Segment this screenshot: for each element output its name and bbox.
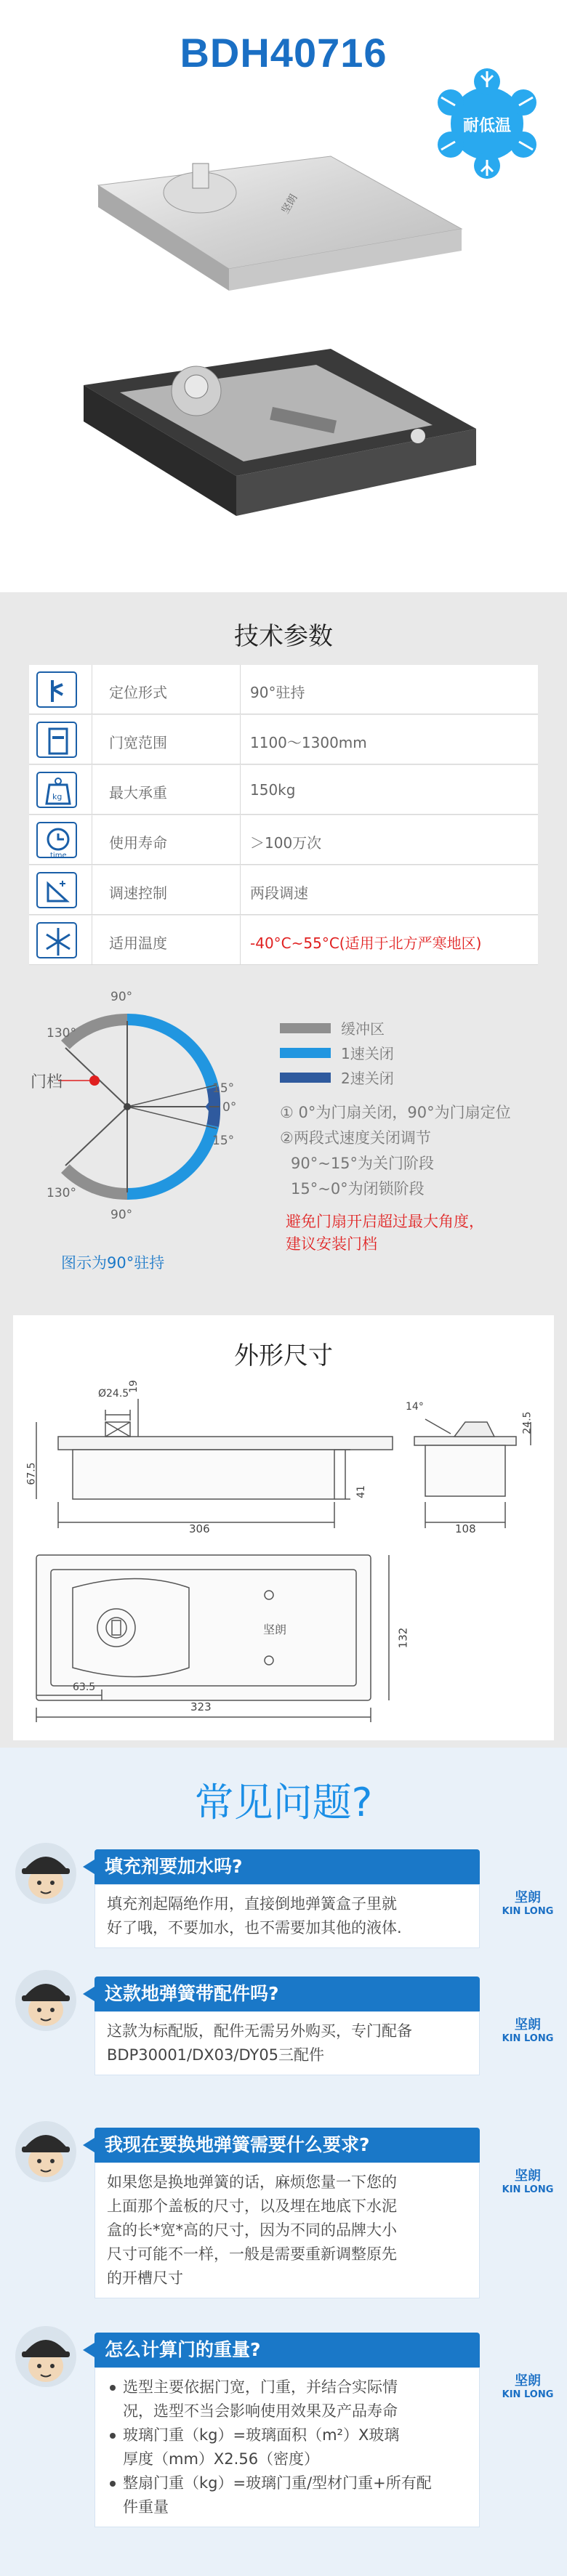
param-row [29, 815, 538, 865]
dim-306-label: 306 [189, 1522, 210, 1535]
param-row [29, 765, 538, 815]
brand-cn: 坚朗 [515, 2168, 541, 2184]
faq-question: 我现在要换地弹簧需要什么要求? [94, 2128, 480, 2163]
angle-130-bottom-label: 130° [47, 1186, 76, 1200]
kinlong-logo [499, 1887, 557, 1917]
svg-text:kg: kg [52, 792, 63, 802]
door-stop-label: 门档 [31, 1073, 63, 1091]
angle-15-bottom-label: 15° [212, 1134, 235, 1148]
dim-14deg-label: 14° [406, 1401, 424, 1413]
weight-icon [36, 772, 77, 808]
brand-en: KIN LONG [502, 2033, 554, 2044]
param-value: 150kg [250, 781, 296, 799]
kinlong-logo [499, 2014, 557, 2044]
answer-line: BDP30001/DX03/DY05三配件 [107, 2046, 325, 2064]
answer-line: 填充剂起隔绝作用，直接倒地弹簧盒子里就 [107, 1895, 397, 1913]
answer-line: 件重量 [123, 2498, 169, 2516]
dim-323-label: 323 [190, 1700, 212, 1713]
brand-cn: 坚朗 [515, 2017, 541, 2032]
answer-line: 选型主要依据门宽，门重，并结合实际情 [107, 2375, 467, 2399]
dim-19-label: 19 [127, 1380, 140, 1393]
angle-90-top-label: 90° [110, 990, 133, 1004]
legend-swatch [280, 1073, 331, 1083]
warning-line-2: 建议安装门档 [286, 1235, 377, 1253]
param-label: 定位形式 [109, 684, 167, 701]
svg-text:time: time [50, 852, 67, 860]
legend-item [280, 1017, 385, 1038]
legend-label: 1速关闭 [341, 1045, 394, 1062]
note-1: ① 0°为门扇关闭，90°为门扇定位 [280, 1104, 511, 1121]
faq-answer [94, 2163, 480, 2298]
row-divider [240, 715, 241, 764]
param-value: 两段调速 [250, 884, 308, 902]
model-title: BDH40716 [180, 30, 387, 76]
angle-15-top-label: 15° [212, 1081, 235, 1096]
row-divider [240, 765, 241, 815]
legend-item [280, 1042, 394, 1063]
param-value: 90°驻持 [250, 684, 305, 701]
brand-cn: 坚朗 [515, 1890, 541, 1905]
dim-108-label: 108 [455, 1522, 476, 1535]
bullet-dot [110, 2481, 116, 2487]
dimension-drawing [22, 1370, 545, 1726]
note-3: 90°~15°为关门阶段 [291, 1155, 435, 1172]
angle-130-top-label: 130° [47, 1026, 76, 1041]
dimensions-title: 外形尺寸 [234, 1341, 333, 1370]
param-row [29, 665, 538, 714]
answer-line: 况，选型不当会影响使用效果及产品寿命 [123, 2402, 398, 2420]
legend-item [280, 1067, 394, 1088]
param-value: 1100～1300mm [250, 734, 367, 751]
brand-en: KIN LONG [502, 2389, 554, 2400]
avatar-icon [15, 2325, 77, 2388]
kinlong-logo [499, 2370, 557, 2400]
dim-24-5-label: 24.5 [521, 1411, 534, 1434]
legend-swatch [280, 1023, 331, 1033]
plate-brand-label: 坚朗 [263, 1623, 287, 1636]
dim-63-label: 63.5 [73, 1681, 96, 1693]
param-label: 调速控制 [109, 884, 167, 902]
answer-line: 这款为标配版，配件无需另外购买，专门配备 [107, 2022, 412, 2040]
answer-line: 玻璃门重（kg）=玻璃面积（m²）X玻璃 [107, 2423, 467, 2447]
avatar-icon [15, 1969, 77, 2032]
product-body-image [69, 334, 491, 560]
faq-answer [94, 2367, 480, 2527]
faq-question: 怎么计算门的重量? [94, 2333, 480, 2367]
param-row [29, 715, 538, 764]
param-label: 最大承重 [109, 784, 167, 802]
door-stop-marker [89, 1075, 100, 1086]
bullet-dot [110, 2433, 116, 2439]
speed-control-icon [36, 872, 77, 908]
svg-text:坚朗: 坚朗 [279, 192, 300, 216]
param-label: 适用温度 [109, 934, 167, 952]
param-row [29, 916, 538, 965]
faq-answer [94, 2011, 480, 2075]
bullet-dot [110, 2385, 116, 2391]
angle-0-label: 0° [222, 1100, 237, 1115]
row-divider [240, 815, 241, 865]
answer-line: 尺寸可能不一样，一般是需要重新调整原先 [107, 2245, 397, 2263]
product-cover-image [69, 142, 476, 338]
badge-label: 耐低温 [462, 117, 511, 135]
faq-question: 填充剂要加水吗? [94, 1849, 480, 1884]
dim-41-label: 41 [355, 1485, 367, 1498]
faq-answer [94, 1884, 480, 1948]
diagram-caption: 图示为90°驻持 [61, 1254, 165, 1272]
row-divider [240, 916, 241, 965]
answer-line: 厚度（mm）X2.56（密度） [123, 2450, 320, 2468]
answer-line: 盒的长*宽*高的尺寸，因为不同的品牌大小 [107, 2221, 397, 2239]
dim-67-label: 67.5 [25, 1462, 38, 1485]
answer-line: 如果您是换地弹簧的话，麻烦您量一下您的 [107, 2173, 397, 2191]
dim-diameter-label: Ø24.5 [98, 1388, 129, 1400]
param-value: -40°C~55°C(适用于北方严寒地区) [250, 934, 482, 952]
note-4: 15°~0°为闭锁阶段 [291, 1180, 425, 1198]
positioning-icon [36, 671, 77, 708]
avatar-icon [15, 2120, 77, 2183]
row-divider [240, 865, 241, 915]
kinlong-logo [499, 2165, 557, 2195]
brand-cn: 坚朗 [515, 2373, 541, 2389]
faq-question: 这款地弹簧带配件吗? [94, 1977, 480, 2011]
legend-swatch [280, 1048, 331, 1058]
param-row [29, 865, 538, 915]
answer-line: 上面那个盖板的尺寸，以及埋在地底下水泥 [107, 2197, 397, 2215]
legend-label: 2速关闭 [341, 1070, 394, 1087]
door-width-icon [36, 722, 77, 758]
param-label: 使用寿命 [109, 834, 167, 852]
warning-line-1: 避免门扇开启超过最大角度， [286, 1213, 484, 1230]
note-2: ②两段式速度关闭调节 [280, 1129, 431, 1147]
answer-line: 好了哦，不要加水，也不需要加其他的液体. [107, 1919, 402, 1937]
lifespan-icon [36, 822, 77, 858]
faq-title: 常见问题? [194, 1780, 373, 1825]
param-value: ＞100万次 [250, 834, 322, 852]
brand-en: KIN LONG [502, 2184, 554, 2195]
snowflake-icon [36, 922, 77, 958]
angle-90-bottom-label: 90° [110, 1208, 133, 1222]
avatar-icon [15, 1842, 77, 1905]
legend-label: 缓冲区 [341, 1020, 385, 1038]
answer-line: 整扇门重（kg）=玻璃门重/型材门重+所有配 [107, 2471, 467, 2495]
row-divider [240, 665, 241, 714]
params-title: 技术参数 [234, 622, 333, 651]
answer-line: 的开槽尺寸 [107, 2269, 183, 2287]
param-label: 门宽范围 [109, 734, 167, 751]
dim-132-label: 132 [396, 1627, 410, 1649]
brand-en: KIN LONG [502, 1906, 554, 1917]
